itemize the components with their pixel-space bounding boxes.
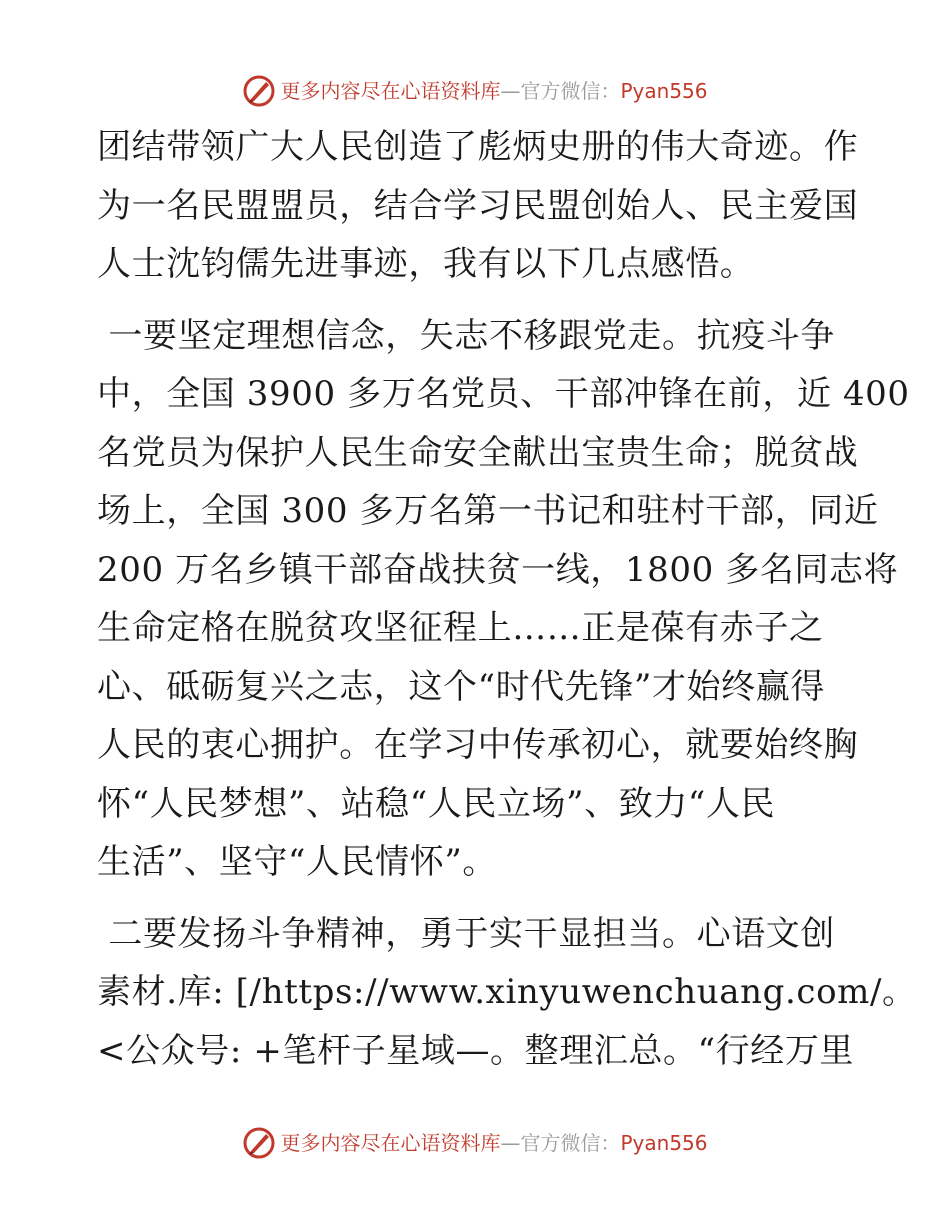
text-line: 生活”、坚守“人民情怀”。	[97, 842, 497, 882]
quill-pen-logo-icon	[242, 74, 276, 108]
watermark-brand-text: 更多内容尽在心语资料库	[280, 1131, 501, 1155]
paragraph-point-two	[97, 905, 917, 1081]
text-line: 生命定格在脱贫攻坚征程上……正是葆有赤子之	[97, 608, 824, 648]
header-watermark	[0, 74, 950, 108]
text-line: 200 万名乡镇干部奋战扶贫一线，1800 多名同志将	[97, 549, 899, 590]
watermark-brand-text: 更多内容尽在心语资料库	[280, 79, 501, 103]
text-line: 人士沈钧儒先进事迹，我有以下几点感悟。	[97, 244, 755, 284]
text-line: 怀“人民梦想”、站稳“人民立场”、致力“人民	[97, 783, 776, 824]
text-line: 团结带领广大人民创造了彪炳史册的伟大奇迹。作	[97, 127, 859, 167]
quill-pen-logo-icon	[242, 1126, 276, 1160]
watermark-separator-text: —官方微信：	[500, 1131, 621, 1155]
document-body	[97, 118, 917, 1080]
text-line: 中，全国 3900 多万名党员、干部冲锋在前，近 400	[97, 374, 910, 414]
watermark-separator-text: —官方微信：	[500, 79, 621, 103]
text-line: 名党员为保护人民生命安全献出宝贵生命；脱贫战	[97, 432, 859, 473]
footer-watermark	[0, 1126, 950, 1160]
text-line: 素材.库: [/https://www.xinyuwenchuang.com/。	[97, 972, 917, 1012]
watermark-wechat-id: Pyan556	[620, 1131, 708, 1155]
watermark-wechat-id: Pyan556	[620, 79, 708, 103]
text-line: 人民的衷心拥护。在学习中传承初心，就要始终胸	[97, 725, 859, 765]
text-line: 为一名民盟盟员，结合学习民盟创始人、民主爱国	[97, 185, 859, 226]
paragraph-point-one	[97, 307, 910, 892]
text-line: 一要坚定理想信念，矢志不移跟党走。抗疫斗争	[97, 315, 836, 356]
paragraph-intro	[97, 118, 857, 294]
text-line: 二要发扬斗争精神，勇于实干显担当。心语文创	[97, 913, 836, 954]
text-line: 场上，全国 300 多万名第一书记和驻村干部，同近	[97, 491, 879, 531]
text-line: 心、砥砺复兴之志，这个“时代先锋”才始终赢得	[97, 666, 825, 707]
text-line: <公众号: +笔杆子星域—。整理汇总。“行经万里	[97, 1030, 855, 1071]
